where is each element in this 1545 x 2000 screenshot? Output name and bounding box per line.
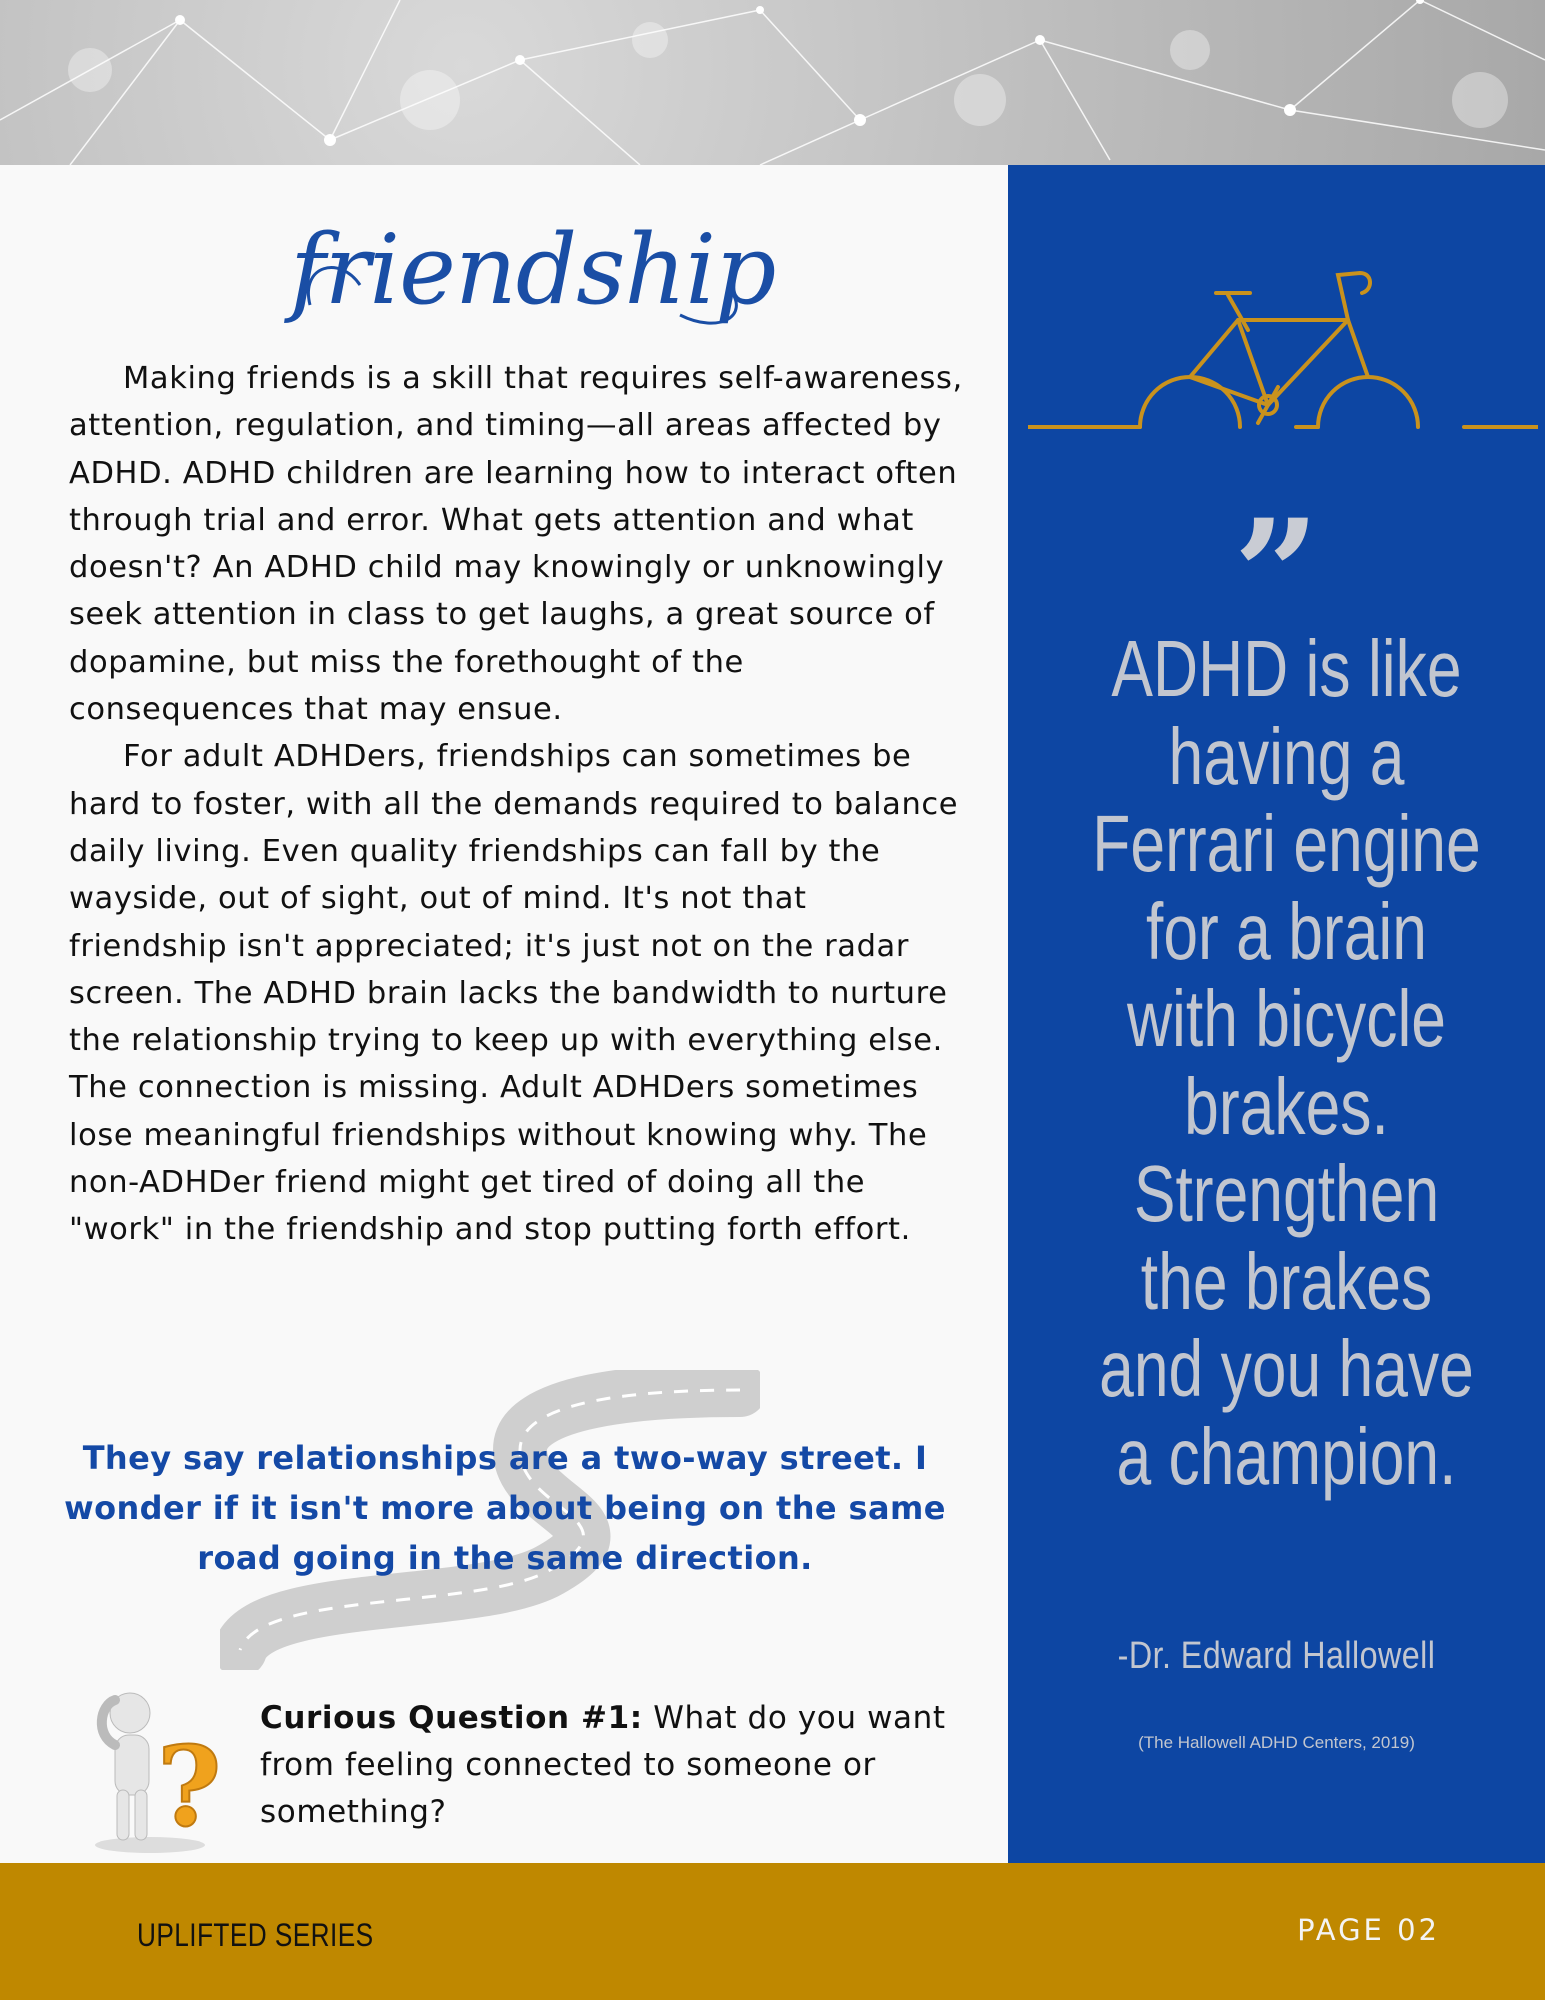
- network-pattern-icon: [0, 0, 1545, 165]
- curious-question-label: Curious Question #1:: [260, 1700, 643, 1736]
- thinking-figure-icon: [85, 1685, 225, 1855]
- paragraph: For adult ADHDers, friendships can sometimes be hard to foster, with all the demands required to balance daily living. Even quality friendships can fall by the wayside, out of sight, out of mind. It's not that friendship isn't appreciated; it's just not on the radar screen. The ADHD brain lacks the bandwidth to nurture the relationship trying to keep up with everything else. The connection is missing. Adult ADHDers sometimes lose meaningful friendships without knowing why. The non-ADHDer friend might get tired of doing all the "work" in the friendship and stop putting forth effort.: [69, 739, 959, 1248]
- footer: [0, 1863, 1545, 2000]
- curious-question: [260, 1695, 980, 1836]
- street-quote: They say relationships are a two-way street. I wonder if it isn't more about being on the same road going in the same direction.: [64, 1439, 946, 1577]
- series-title: UPLIFTED SERIES: [137, 1917, 374, 1953]
- svg-text:?: ?: [157, 1722, 222, 1851]
- bicycle-icon: [1028, 255, 1538, 435]
- network-banner: [0, 0, 1545, 165]
- body-text: [69, 355, 969, 1254]
- page-number: PAGE 02: [1297, 1913, 1440, 1947]
- curious-question-text: What do you want from feeling connected to someone or something?: [260, 1700, 946, 1830]
- quote-author: -Dr. Edward Hallowell: [1117, 1635, 1436, 1677]
- quote-citation: (The Hallowell ADHD Centers, 2019): [1138, 1733, 1415, 1752]
- quote-mark-icon: ”: [1233, 487, 1320, 663]
- quote-text: ADHD is like having a Ferrari engine for a brain with bicycle brakes. Strengthen the brakes and you have a champion.: [1092, 624, 1481, 1501]
- page-title: friendship: [290, 214, 776, 326]
- paragraph: Making friends is a skill that requires self-awareness, attention, regulation, and timing—all areas affected by ADHD. ADHD children are learning how to interact often through trial and error. What gets attention and what doesn't? An ADHD child may knowingly or unknowingly seek attention in class to get laughs, a great source of dopamine, but miss the forethought of the consequences that may ensue.: [69, 361, 963, 728]
- quote-panel: [1008, 165, 1545, 1863]
- main-column: [0, 165, 1008, 1863]
